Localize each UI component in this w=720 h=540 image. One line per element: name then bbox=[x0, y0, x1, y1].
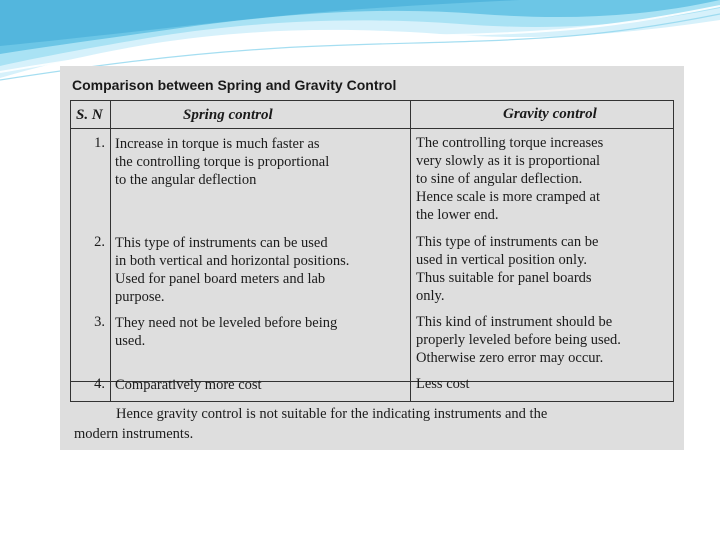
row-1-gravity-line: The controlling torque increases bbox=[416, 135, 604, 151]
row-2-gravity-line: Thus suitable for panel boards bbox=[416, 270, 592, 286]
header-gravity-control: Gravity control bbox=[503, 106, 597, 122]
row-2-spring-line: in both vertical and horizontal positions. bbox=[115, 253, 350, 269]
row-3-spring-line: used. bbox=[115, 333, 146, 349]
footnote-line: Hence gravity control is not suitable for the indicating instruments and the bbox=[116, 406, 548, 422]
row-1-sn: 1. bbox=[94, 135, 105, 151]
header-divider bbox=[71, 128, 673, 129]
column-divider-middle bbox=[410, 101, 411, 401]
row-1-gravity-line: to sine of angular deflection. bbox=[416, 171, 583, 187]
table-title: Comparison between Spring and Gravity Control bbox=[72, 77, 397, 93]
row-4-sn: 4. bbox=[94, 376, 105, 392]
row-1-gravity-line: Hence scale is more cramped at bbox=[416, 189, 600, 205]
scanned-table-image bbox=[60, 66, 684, 450]
header-spring-control: Spring control bbox=[183, 107, 273, 123]
row-1-spring-line: to the angular deflection bbox=[115, 172, 257, 188]
row-4-gravity bbox=[416, 375, 470, 393]
row-3-gravity-line: properly leveled before being used. bbox=[416, 332, 621, 348]
row-4-spring bbox=[115, 376, 262, 394]
row-2-gravity-line: only. bbox=[416, 288, 445, 304]
comparison-table bbox=[70, 100, 674, 402]
header-sn: S. N bbox=[76, 107, 103, 123]
row-2-spring-line: purpose. bbox=[115, 289, 165, 305]
row-3-gravity bbox=[416, 313, 621, 367]
row-1-gravity-line: the lower end. bbox=[416, 207, 499, 223]
row-4-gravity-line: Less cost bbox=[416, 376, 470, 392]
row-2-spring-line: Used for panel board meters and lab bbox=[115, 271, 326, 287]
row-3-spring bbox=[115, 314, 337, 350]
row-2-spring-line: This type of instruments can be used bbox=[115, 235, 328, 251]
row-1-spring bbox=[115, 135, 329, 189]
row-3-spring-line: They need not be leveled before being bbox=[115, 315, 338, 331]
footnote-line: modern instruments. bbox=[74, 426, 194, 442]
row-4-spring-line: Comparatively more cost bbox=[115, 377, 262, 393]
column-divider-sn bbox=[110, 101, 111, 401]
row-2-sn: 2. bbox=[94, 234, 105, 250]
row-3-gravity-line: This kind of instrument should be bbox=[416, 314, 613, 330]
row-2-gravity bbox=[416, 233, 598, 305]
row-2-gravity-line: used in vertical position only. bbox=[416, 252, 588, 268]
row-2-spring bbox=[115, 234, 349, 306]
row-1-spring-line: the controlling torque is proportional bbox=[115, 154, 330, 170]
row-1-gravity bbox=[416, 134, 603, 224]
row-1-spring-line: Increase in torque is much faster as bbox=[115, 136, 320, 152]
row-3-sn: 3. bbox=[94, 314, 105, 330]
row-2-gravity-line: This type of instruments can be bbox=[416, 234, 599, 250]
row-1-gravity-line: very slowly as it is proportional bbox=[416, 153, 601, 169]
row-3-gravity-line: Otherwise zero error may occur. bbox=[416, 350, 604, 366]
footnote bbox=[74, 404, 547, 444]
